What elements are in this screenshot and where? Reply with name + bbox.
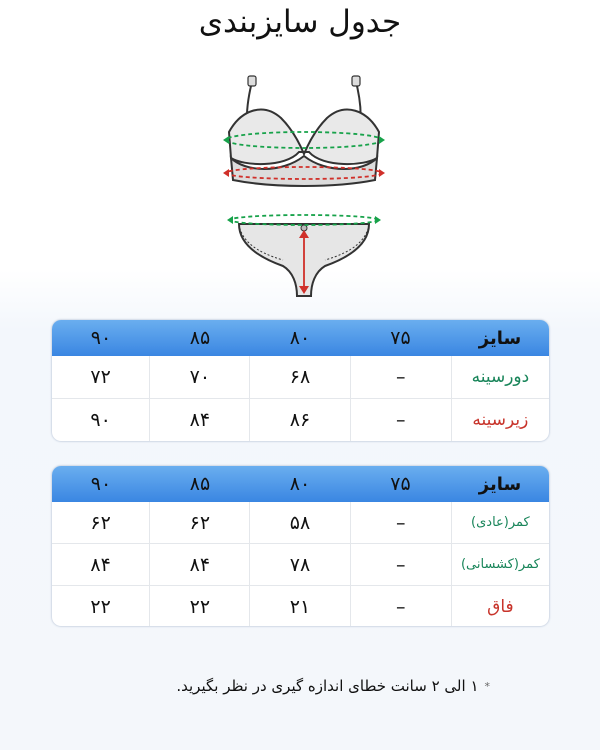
table-cell: – bbox=[351, 502, 452, 543]
table-row bbox=[52, 543, 549, 585]
row-label-waist-elastic: کمر(کشسانی) bbox=[460, 557, 540, 572]
table-cell: ۸۴ bbox=[150, 544, 250, 585]
table-cell: ۷۲ bbox=[52, 356, 150, 398]
table-cell: – bbox=[351, 586, 452, 626]
table-cell: ۷۸ bbox=[250, 544, 350, 585]
size-table-bra bbox=[52, 320, 549, 441]
table-row bbox=[52, 585, 549, 626]
table-cell: ۶۲ bbox=[52, 502, 150, 543]
table-header-row bbox=[52, 466, 549, 502]
table-cell: ۲۲ bbox=[52, 586, 150, 626]
header-size-75: ۷۵ bbox=[390, 327, 411, 349]
footnote-star: * bbox=[484, 680, 490, 693]
table-cell: – bbox=[351, 356, 452, 398]
table-cell: ۸۴ bbox=[150, 399, 250, 441]
table-cell: ۸۶ bbox=[250, 399, 350, 441]
page-title: جدول سایزبندی bbox=[198, 4, 402, 40]
table-cell: ۹۰ bbox=[52, 399, 150, 441]
table-cell: – bbox=[351, 399, 452, 441]
table-cell: ۸۴ bbox=[52, 544, 150, 585]
row-label-underbust: زیرسینه bbox=[472, 410, 529, 430]
row-label-rise: فاق bbox=[487, 596, 514, 617]
table-cell: – bbox=[351, 544, 452, 585]
header-size-90: ۹۰ bbox=[90, 327, 112, 349]
header-size-80: ۸۰ bbox=[289, 473, 311, 495]
table-cell: ۲۲ bbox=[150, 586, 250, 626]
row-label-bust: دورسینه bbox=[471, 367, 530, 387]
size-table-panty bbox=[52, 466, 549, 626]
row-label-waist-normal: کمر(عادی) bbox=[471, 515, 530, 530]
header-size-80: ۸۰ bbox=[289, 327, 311, 349]
table-cell: ۶۸ bbox=[250, 356, 350, 398]
table-header-row bbox=[52, 320, 549, 356]
table-cell: ۵۸ bbox=[250, 502, 350, 543]
header-size-label: سایز bbox=[478, 473, 522, 495]
table-row bbox=[52, 356, 549, 398]
header-size-90: ۹۰ bbox=[90, 473, 112, 495]
table-cell: ۲۱ bbox=[250, 586, 350, 626]
table-cell: ۶۲ bbox=[150, 502, 250, 543]
footnote bbox=[176, 677, 490, 695]
header-size-85: ۸۵ bbox=[189, 473, 211, 495]
table-cell: ۷۰ bbox=[150, 356, 250, 398]
header-size-label: سایز bbox=[478, 327, 522, 349]
footnote-text: ۱ الی ۲ سانت خطای اندازه گیری در نظر بگیرید. bbox=[176, 677, 479, 695]
header-size-75: ۷۵ bbox=[390, 473, 411, 495]
table-row bbox=[52, 398, 549, 441]
header-size-85: ۸۵ bbox=[189, 327, 211, 349]
lingerie-illustration bbox=[215, 70, 385, 300]
table-row bbox=[52, 502, 549, 543]
